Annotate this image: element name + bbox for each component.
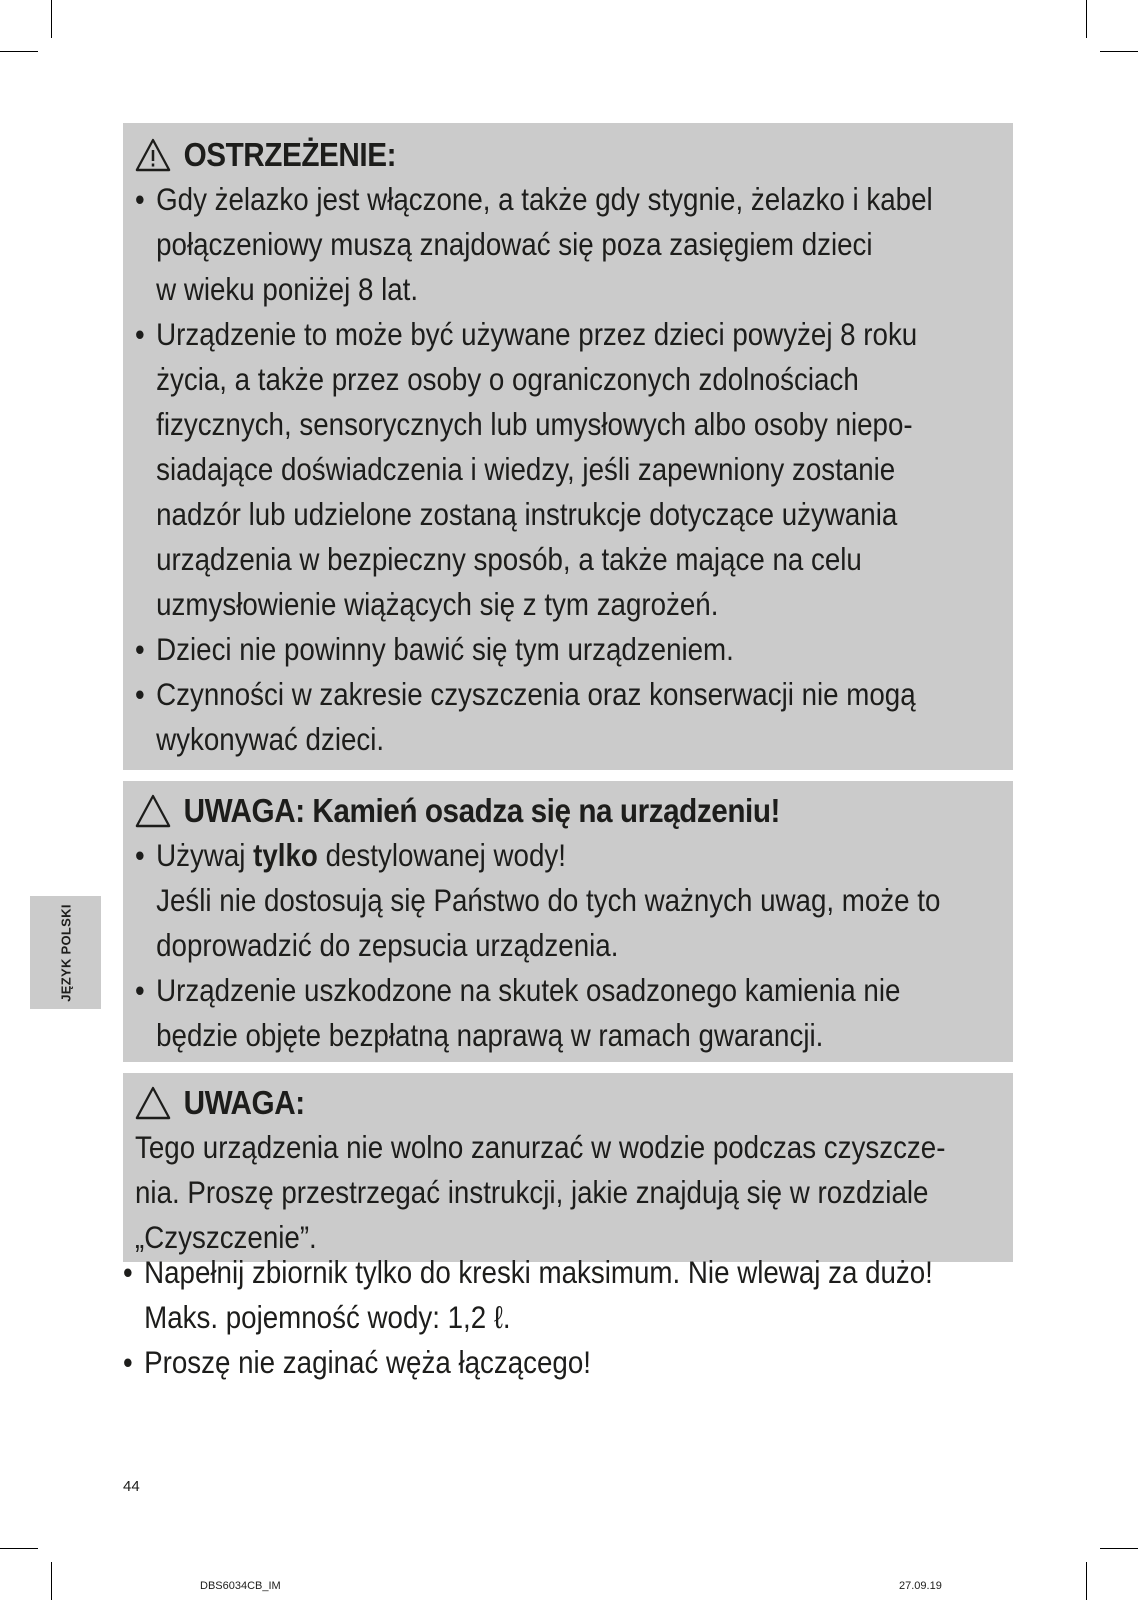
crop-mark <box>1100 51 1138 52</box>
text-line: życia, a także przez osoby o ograniczonych zdolnościach <box>156 361 859 397</box>
list-item <box>135 833 1017 968</box>
text-line: Gdy żelazko jest włączone, a także gdy stygnie, żelazko i kabel <box>156 181 933 217</box>
list-item <box>135 968 1017 1058</box>
warning-triangle-exclamation-icon <box>135 138 171 172</box>
text-line: Maks. pojemność wody: 1,2 ℓ. <box>144 1299 511 1335</box>
text-line: Urządzenie to może być używane przez dzieci powyżej 8 roku <box>156 316 918 352</box>
crop-mark <box>0 1548 38 1549</box>
caution-triangle-icon <box>135 794 171 828</box>
language-side-tab <box>30 896 101 1009</box>
warning-box <box>123 123 1013 770</box>
instructions-list <box>123 1250 1013 1385</box>
list-item <box>135 177 1017 312</box>
text-line: Dzieci nie powinny bawić się tym urządzeniem. <box>156 631 734 667</box>
text-line <box>156 833 1017 878</box>
language-label: JĘZYK POLSKI <box>58 903 73 1002</box>
bullet: • <box>135 316 145 352</box>
text-fragment: destylowanej wody! <box>317 837 566 873</box>
bullet: • <box>135 631 145 667</box>
warning-heading-text: OSTRZEŻENIE: <box>183 136 397 173</box>
crop-mark <box>1086 1562 1087 1600</box>
crop-mark <box>0 51 38 52</box>
text-line: nia. Proszę przestrzegać instrukcji, jakie znajdują się w rozdziale <box>135 1174 929 1210</box>
list-item <box>135 627 1017 672</box>
text-line: „Czyszczenie”. <box>135 1219 317 1255</box>
text-line: w wieku poniżej 8 lat. <box>156 271 419 307</box>
page-number: 44 <box>123 1478 140 1495</box>
text-line: urządzenia w bezpieczny sposób, a także mające na celu <box>156 541 862 577</box>
text-line: Jeśli nie dostosują się Państwo do tych ważnych uwag, może to <box>156 882 941 918</box>
bullet: • <box>135 676 145 712</box>
text-line: nadzór lub udzielone zostaną instrukcje dotyczące używania <box>156 496 898 532</box>
list-item <box>123 1250 1029 1340</box>
text-line: Proszę nie zaginać węża łączącego! <box>144 1344 591 1380</box>
bullet: • <box>135 972 145 1008</box>
text-line: uzmysłowienie wiążących się z tym zagrożeń. <box>156 586 719 622</box>
bullet: • <box>135 837 145 873</box>
text-fragment: Używaj <box>156 837 254 873</box>
caution-water-box <box>123 1073 1013 1262</box>
caution-water-paragraph <box>135 1125 996 1260</box>
list-item <box>135 672 1017 762</box>
caution-scale-box <box>123 781 1013 1062</box>
bullet: • <box>123 1254 133 1290</box>
crop-mark <box>51 1562 52 1600</box>
text-line: doprowadzić do zepsucia urządzenia. <box>156 927 619 963</box>
text-line: Tego urządzenia nie wolno zanurzać w wodzie podczas czyszcze- <box>135 1129 946 1165</box>
bullet: • <box>123 1344 133 1380</box>
list-item <box>135 312 1017 627</box>
text-line: będzie objęte bezpłatną naprawą w ramach gwarancji. <box>156 1017 824 1053</box>
footer-document-code: DBS6034CB_IM <box>200 1580 281 1592</box>
caution-scale-list <box>135 833 1001 1058</box>
text-line: połączeniowy muszą znajdować się poza zasięgiem dzieci <box>156 226 873 262</box>
bold-text: tylko <box>253 837 318 873</box>
crop-mark <box>1100 1548 1138 1549</box>
text-line: Napełnij zbiornik tylko do kreski maksimum. Nie wlewaj za dużo! <box>144 1254 933 1290</box>
crop-mark <box>1086 0 1087 38</box>
footer-date: 27.09.19 <box>899 1580 942 1592</box>
text-line: siadające doświadczenia i wiedzy, jeśli zapewniony zostanie <box>156 451 896 487</box>
text-line: fizycznych, sensorycznych lub umysłowych albo osoby niepo- <box>156 406 913 442</box>
list-item <box>123 1340 1029 1385</box>
caution-scale-heading-text: UWAGA: Kamień osadza się na urządzeniu! <box>183 792 780 829</box>
warning-heading <box>135 133 914 177</box>
instructions <box>123 1250 1013 1385</box>
text-line: wykonywać dzieci. <box>156 721 385 757</box>
caution-water-heading <box>135 1081 914 1125</box>
crop-mark <box>51 0 52 38</box>
caution-triangle-icon <box>135 1086 171 1120</box>
warning-list <box>135 177 1001 762</box>
caution-water-heading-text: UWAGA: <box>183 1084 305 1121</box>
text-line: Czynności w zakresie czyszczenia oraz konserwacji nie mogą <box>156 676 916 712</box>
bullet: • <box>135 181 145 217</box>
caution-scale-heading <box>135 789 914 833</box>
text-line: Urządzenie uszkodzone na skutek osadzonego kamienia nie <box>156 972 901 1008</box>
